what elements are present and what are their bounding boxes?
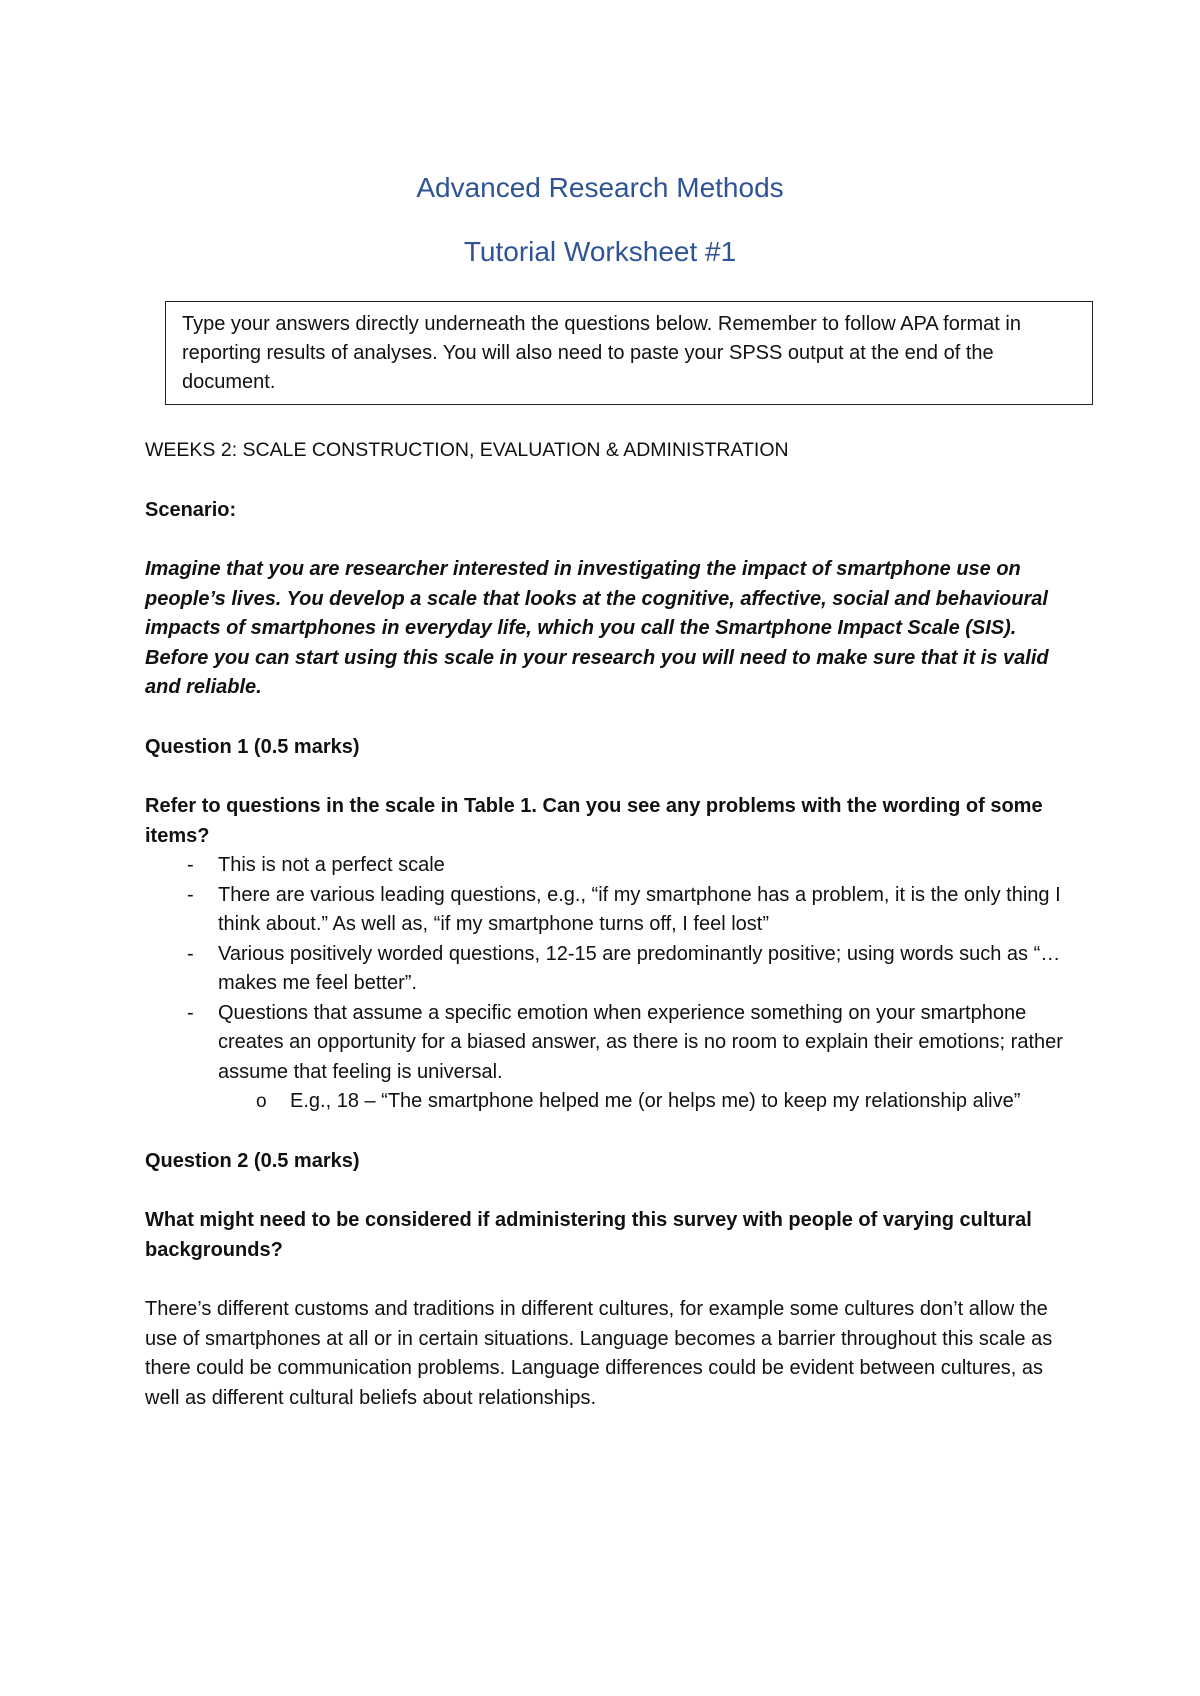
- dash-bullet: -: [187, 942, 194, 965]
- question1-answer-list: [145, 851, 1075, 1117]
- answer-text: There are various leading questions, e.g., “if my smartphone has a problem, it is the only thing I think about.” As well as, “if my smartphone turns off, I feel lost”: [218, 883, 1061, 935]
- circle-bullet: o: [256, 1091, 267, 1112]
- sub-answer-text: E.g., 18 – “The smartphone helped me (or helps me) to keep my relationship alive”: [290, 1090, 1021, 1112]
- sub-list: [218, 1087, 1075, 1117]
- question2-answer: There’s different customs and traditions in different cultures, for example some cultures don’t allow the use of smartphones at all or in certain situations. Language becomes a barrier throughout this scale as there could be communication problems. Language differences could be evident between cultures, as well as different cultural beliefs about relationships.: [145, 1298, 1053, 1409]
- list-item: [145, 881, 1075, 940]
- question2-prompt: What might need to be considered if administering this survey with people of varying cultural backgrounds?: [145, 1209, 1032, 1261]
- list-item: [145, 999, 1075, 1117]
- answer-text: Questions that assume a specific emotion when experience something on your smartphone creates an opportunity for a biased answer, as there is no room to explain their emotions; rather assume that feeling is universal.: [218, 1001, 1063, 1083]
- document-title: Advanced Research Methods: [416, 172, 784, 203]
- list-item: [145, 851, 1075, 881]
- answer-text: Various positively worded questions, 12-15 are predominantly positive; using words such as “…makes me feel better”.: [218, 942, 1061, 994]
- worksheet-content: [145, 436, 1075, 1413]
- document-subtitle: Tutorial Worksheet #1: [463, 236, 737, 267]
- scenario-text: Imagine that you are researcher interested in investigating the impact of smartphone use on people’s lives. You develop a scale that looks at the cognitive, affective, social and behavioural impacts of smartphones in everyday life, which you call the Smartphone Impact Scale (SIS). Before you can start using this scale in your research you will need to make sure that it is valid and reliable.: [145, 558, 1049, 698]
- instructions-box: Type your answers directly underneath the questions below. Remember to follow APA format in reporting results of analyses. You will also need to paste your SPSS output at the end of the document.: [165, 301, 1093, 405]
- question1-prompt: Refer to questions in the scale in Table 1. Can you see any problems with the wording of some items?: [145, 795, 1043, 847]
- scenario-label: Scenario:: [145, 498, 237, 521]
- dash-bullet: -: [187, 883, 194, 906]
- answer-text: This is not a perfect scale: [218, 854, 445, 876]
- dash-bullet: -: [187, 1001, 194, 1024]
- dash-bullet: -: [187, 854, 194, 876]
- week-heading: WEEKS 2: SCALE CONSTRUCTION, EVALUATION & ADMINISTRATION: [145, 439, 789, 461]
- question2-heading: Question 2 (0.5 marks): [145, 1149, 360, 1172]
- sub-list-item: [218, 1087, 1075, 1117]
- question1-heading: Question 1 (0.5 marks): [145, 735, 360, 758]
- list-item: [145, 940, 1075, 999]
